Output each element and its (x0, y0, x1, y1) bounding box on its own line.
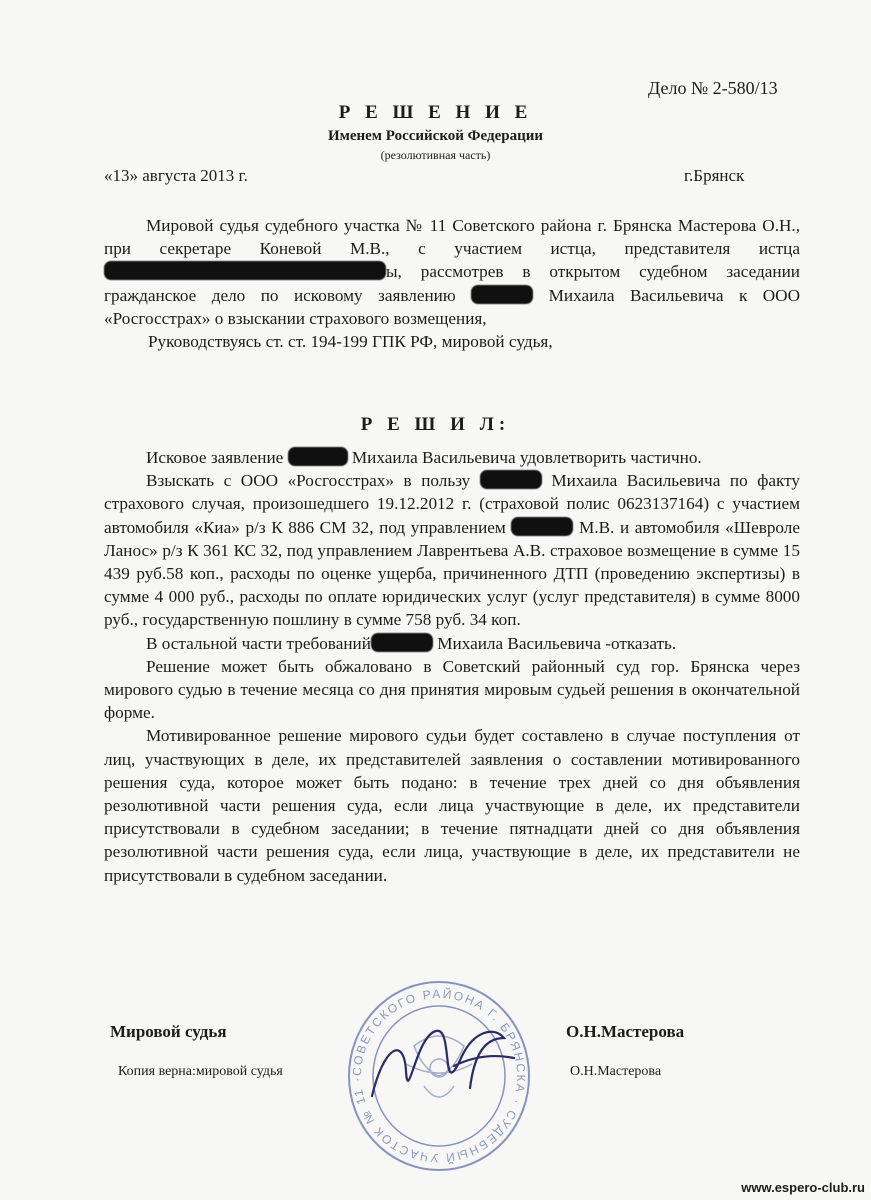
redaction-mark (371, 633, 433, 652)
copy-label: Копия верна:мировой судья (118, 1064, 283, 1079)
decision-text: В остальной части требований (146, 633, 371, 653)
decision-paragraph-2 (104, 469, 800, 631)
court-stamp (344, 976, 534, 1176)
intro-text-b: ы, рассмотрев в открытом судебном заседании гражданское дело по исковому заявлению (104, 262, 800, 305)
stamp-ring-text: СОВЕТСКОГО РАЙОНА Г. БРЯНСКА · СУДЕБНЫЙ УЧАСТОК № 11 · (349, 986, 529, 1166)
watermark: www.espero-club.ru (741, 1180, 865, 1195)
redaction-mark (480, 470, 542, 489)
decision-paragraph-4: Решение может быть обжаловано в Советский районный суд гор. Брянска через мирового судью в течение месяца со дня принятия мировым судьей решения в окончательной форме. (104, 656, 800, 723)
intro-text-a: Мировой судья судебного участка № 11 Советского района г. Брянска Мастерова О.Н., при секретаре Коневой М.В., с участием истца, представителя истца (104, 216, 800, 259)
decision-text: Взыскать с ООО «Росгосстрах» в пользу (146, 471, 471, 491)
document-title: Р Е Ш Е Н И Е (338, 102, 533, 123)
intro-basis: Руководствуясь ст. ст. 194-199 ГПК РФ, мировой судья, (148, 332, 553, 352)
signature-name: О.Н.Мастерова (566, 1022, 685, 1041)
signature-scribble-icon (372, 1031, 514, 1096)
decision-text: Михаила Васильевича удовлетворить частично. (351, 448, 702, 467)
signature-label: Мировой судья (110, 1022, 227, 1041)
decision-text: Михаила Васильевича -отказать. (437, 633, 677, 653)
redaction-mark (511, 517, 573, 536)
copy-name: О.Н.Мастерова (570, 1064, 662, 1079)
decided-title: Р Е Ш И Л: (360, 414, 511, 435)
intro-paragraph (104, 214, 800, 330)
document-subtitle: Именем Российской Федерации (327, 128, 544, 144)
decision-paragraph-1 (104, 446, 800, 469)
redaction-mark (288, 447, 348, 466)
decision-paragraph-5: Мотивированное решение мирового судьи будет составлено в случае поступления от лиц, участвующих в деле, их представителей заявления о составлении мотивированного решения суда, которое может быть подано: в течение трех дней со дня объявления резолютивной части решения суда, если лица участвующие в деле, их представители присутствовали в судебном заседании; в течение пятнадцати дней со дня объявления резолютивной части решения суда, если лица, участвующие в деле, их представители не присутствовали в судебном заседании. (104, 726, 800, 885)
intro-text-c: Михаила Васильевича к ООО «Росгосстрах» о взыскании страхового возмещения, (104, 285, 800, 328)
decision-text: Исковое заявление (146, 448, 284, 467)
decision-text: М.В. и автомобиля «Шевроле Ланос» р/з К 361 КС 32, под управлением Лаврентьева А.В. страховое возмещение в сумме 15 439 руб.58 коп., расходы по оценке ущерба, причиненного ДТП (проведению экспертизы) в сумме 4 000 руб., расходы по оплате юридических услуг (услуг представителя) в сумме 8000 руб., государственную пошлину в сумме 758 руб. 34 коп. (104, 517, 800, 630)
decision-text: Михаила Васильевича по факту страхового случая, произошедшего 19.12.2012 г. (страховой полис 0623137164) с участием автомобиля «Киа» р/з К 886 СМ 32, под управлением (104, 471, 800, 537)
case-number: Дело № 2-580/13 (648, 78, 778, 98)
emblem-icon (406, 1036, 472, 1097)
document-city: г.Брянск (684, 166, 745, 185)
document-part-note: (резолютивная часть) (380, 148, 491, 162)
decision-section (104, 446, 800, 887)
redaction-mark (471, 285, 533, 304)
intro-section (104, 214, 800, 353)
decision-paragraph-3 (104, 632, 800, 655)
redaction-mark (104, 261, 386, 280)
document-date: «13» августа 2013 г. (104, 166, 248, 185)
